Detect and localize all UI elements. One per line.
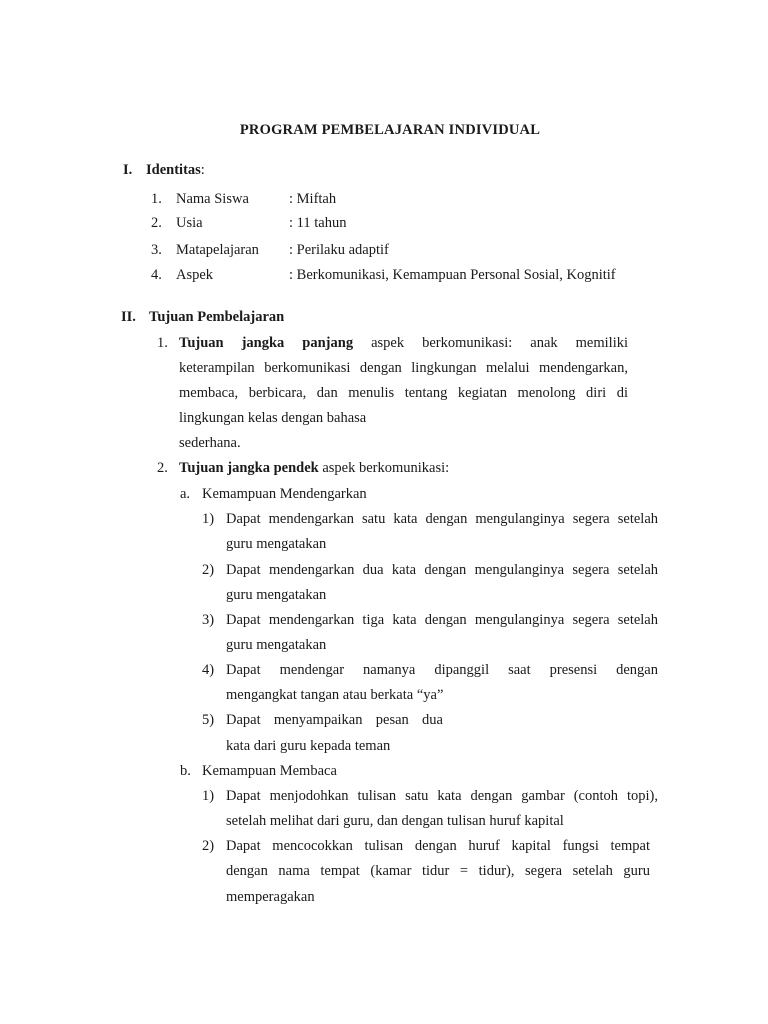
reading-item-line: Dapat mencocokkan tulisan dengan huruf kapital fungsi tempat (226, 838, 650, 854)
identity-item-label: Usia (176, 215, 203, 231)
short-term-bold: Tujuan jangka pendek (179, 460, 319, 476)
long-term-bold: Tujuan jangka panjang (179, 335, 354, 351)
listening-item-num: 2) (202, 562, 215, 578)
reading-item-line: dengan nama tempat (kamar tidur = tidur), segera setelah guru (226, 863, 650, 879)
long-term-line-2: keterampilan berkomunikasi dengan lingkungan melalui mendengarkan, (179, 360, 628, 376)
long-term-rest: aspek berkomunikasi: anak memiliki (353, 335, 628, 351)
listening-item-line: Dapat mendengarkan satu kata dengan mengulanginya segera setelah (226, 511, 658, 527)
sub-b-label: Kemampuan Membaca (202, 763, 337, 779)
long-term-line-4: lingkungan kelas dengan bahasa (179, 410, 367, 426)
sub-a-label: Kemampuan Mendengarkan (202, 486, 367, 502)
identity-item-num: 3. (151, 242, 162, 258)
section-1-heading-text: Identitas (146, 162, 201, 178)
identity-item-label: Matapelajaran (176, 242, 259, 258)
identity-item-value: : 11 tahun (289, 215, 347, 231)
listening-item-line: Dapat mendengarkan tiga kata dengan mengulanginya segera setelah (226, 612, 658, 628)
identity-item-value: : Berkomunikasi, Kemampuan Personal Sosial, Kognitif (289, 267, 616, 283)
identity-item-label: Nama Siswa (176, 191, 249, 207)
section-1-heading-colon: : (200, 162, 205, 178)
listening-item-line: kata dari guru kepada teman (226, 738, 391, 754)
sub-a-letter: a. (180, 486, 191, 502)
section-2-heading: Tujuan Pembelajaran (149, 309, 285, 325)
long-term-line-5: sederhana. (179, 435, 241, 451)
identity-item-label: Aspek (176, 267, 214, 283)
listening-item-num: 4) (202, 662, 215, 678)
identity-item-num: 1. (151, 191, 162, 207)
reading-item-line: Dapat menjodohkan tulisan satu kata dengan gambar (contoh topi), (226, 788, 658, 804)
listening-item-num: 5) (202, 712, 215, 728)
section-1-numeral: I. (123, 162, 133, 178)
short-term-rest: aspek berkomunikasi: (318, 460, 450, 476)
identity-item-num: 2. (151, 215, 162, 231)
long-term-num: 1. (157, 335, 168, 351)
section-2-numeral: II. (121, 309, 136, 325)
identity-item-num: 4. (151, 267, 162, 283)
sub-b-letter: b. (180, 763, 191, 779)
listening-item-line: Dapat mendengarkan dua kata dengan mengulanginya segera setelah (226, 562, 658, 578)
reading-item-num: 1) (202, 788, 215, 804)
long-term-line-3: membaca, berbicara, dan menulis tentang kegiatan menolong diri di (179, 385, 628, 401)
listening-item-line: guru mengatakan (226, 587, 327, 603)
listening-item-line: Dapat mendengar namanya dipanggil saat presensi dengan (226, 662, 658, 678)
short-term-heading (179, 461, 449, 476)
identity-item-value: : Miftah (289, 191, 337, 207)
listening-item-line: guru mengatakan (226, 637, 327, 653)
listening-item-line: guru mengatakan (226, 536, 327, 552)
listening-item-line: Dapat menyampaikan pesan dua (226, 712, 443, 728)
reading-item-num: 2) (202, 838, 215, 854)
section-1-heading (146, 163, 205, 178)
document-title: PROGRAM PEMBELAJARAN INDIVIDUAL (239, 122, 541, 138)
reading-item-line: setelah melihat dari guru, dan dengan tulisan huruf kapital (226, 813, 564, 829)
reading-item-line: memperagakan (226, 889, 315, 905)
listening-item-num: 3) (202, 612, 215, 628)
identity-item-value: : Perilaku adaptif (289, 242, 389, 258)
short-term-num: 2. (157, 460, 168, 476)
listening-item-num: 1) (202, 511, 215, 527)
listening-item-line: mengangkat tangan atau berkata “ya” (226, 687, 444, 703)
long-term-line-1 (179, 336, 628, 351)
